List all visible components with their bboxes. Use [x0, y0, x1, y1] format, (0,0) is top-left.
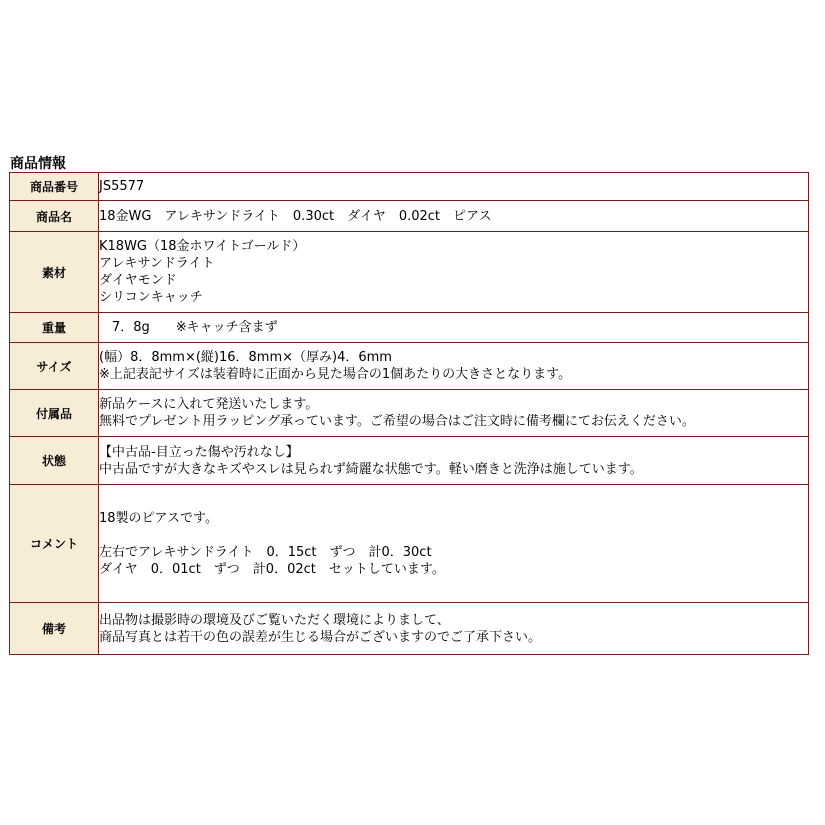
row-value [99, 390, 809, 437]
value-line: 左右でアレキサンドライト 0．15ct ずつ 計0．30ct [99, 544, 432, 560]
row-label: サイズ [10, 343, 99, 390]
row-label: 備考 [10, 603, 99, 655]
table-row [10, 437, 809, 485]
row-label: 状態 [10, 437, 99, 485]
table-row [10, 313, 809, 343]
table-row [10, 343, 809, 390]
row-value [99, 437, 809, 485]
row-label: 付属品 [10, 390, 99, 437]
row-value [99, 313, 809, 343]
value-line: 中古品ですが大きなキズやスレは見られず綺麗な状態です。軽い磨きと洗浄は施しています。 [99, 461, 643, 477]
row-label: 重量 [10, 313, 99, 343]
value-line: 18製のピアスです。 [99, 510, 218, 526]
value-line: シリコンキャッチ [99, 290, 203, 305]
value-line: ダイヤ 0．01ct ずつ 計0．02ct セットしています。 [99, 561, 445, 577]
row-label: 素材 [10, 232, 99, 313]
table-row [10, 390, 809, 437]
value-line: ダイヤモンド [99, 273, 177, 288]
value-line: 無料でプレゼント用ラッピング承っています。ご希望の場合はご注文時に備考欄にてお伝えください。 [99, 414, 695, 429]
value-line: 商品写真とは若干の色の誤差が生じる場合がございますのでご了承下さい。 [99, 629, 542, 645]
row-value [99, 603, 809, 655]
table-row [10, 173, 809, 201]
row-value [99, 201, 809, 232]
value-line: (幅）8．8mm×(縦)16．8mm×（厚み)4．6mm [99, 350, 392, 365]
table-row [10, 232, 809, 313]
value-line: JS5577 [99, 179, 145, 194]
row-value [99, 232, 809, 313]
row-label: 商品名 [10, 201, 99, 232]
value-line: 【中古品-目立った傷や汚れなし】 [99, 444, 299, 460]
row-label: コメント [10, 485, 99, 603]
value-line: アレキサンドライト [99, 256, 215, 271]
value-line: 18金WG アレキサンドライト 0.30ct ダイヤ 0.02ct ピアス [99, 208, 492, 224]
table-row [10, 603, 809, 655]
row-value [99, 343, 809, 390]
value-line: ※上記表記サイズは装着時に正面から見た場合の1個あたりの大きさとなります。 [99, 367, 572, 382]
value-line: 新品ケースに入れて発送いたします。 [99, 397, 319, 412]
table-row [10, 201, 809, 232]
value-line [99, 527, 808, 544]
row-value [99, 173, 809, 201]
value-line: K18WG（18金ホワイトゴールド） [99, 239, 306, 254]
row-label: 商品番号 [10, 173, 99, 201]
row-value [99, 485, 809, 603]
section-title: 商品情報 [10, 156, 66, 172]
table-row [10, 485, 809, 603]
product-info-table [9, 172, 809, 655]
value-line: 7．8g ※キャッチ含まず [99, 320, 278, 335]
value-line: 出品物は撮影時の環境及びご覧いただく環境によりまして、 [99, 612, 450, 628]
